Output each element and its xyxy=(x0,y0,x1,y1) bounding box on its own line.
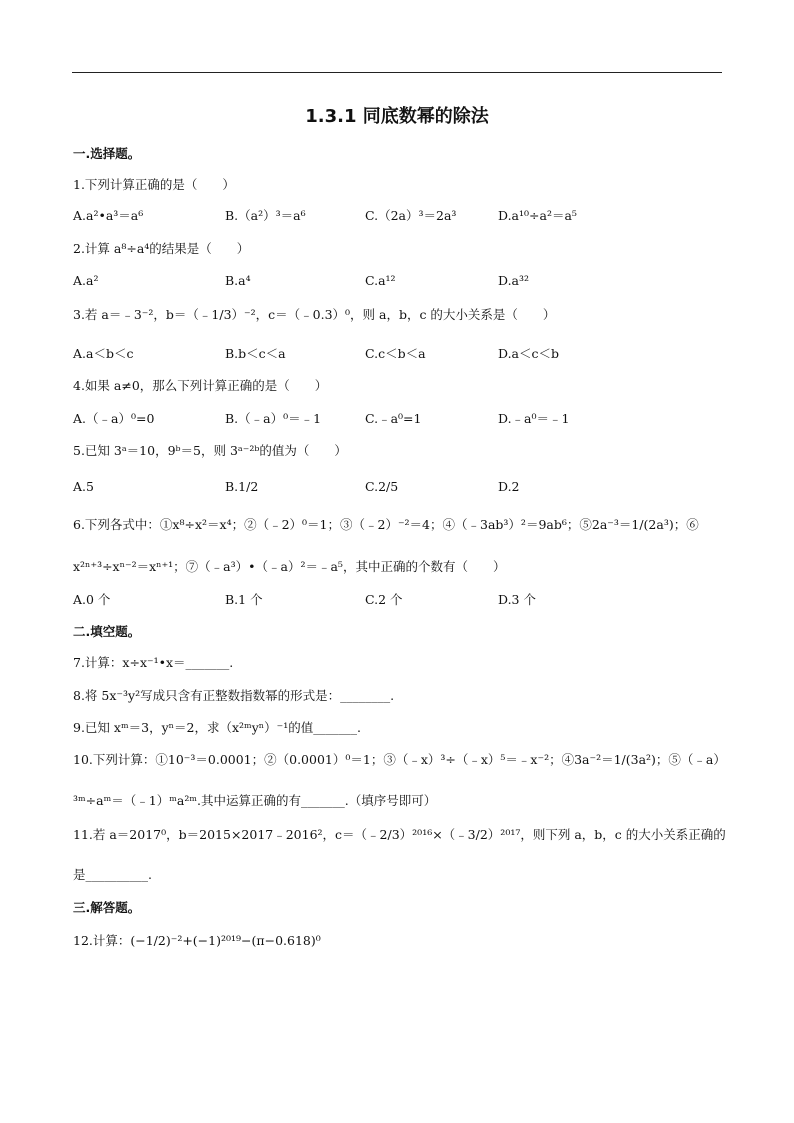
option-d: D.a³² xyxy=(498,273,530,288)
option-a: A.0 个 xyxy=(73,592,111,607)
option-c: C.（2a）³＝2a³ xyxy=(365,208,457,223)
question-6-stem-line1: 6.下列各式中：①x⁸÷x²＝x⁴；②（﹣2）⁰＝1；③（﹣2）⁻²＝4；④（﹣3ab³）²＝9ab⁶；⑤2a⁻³＝1/(2a³)；⑥ xyxy=(73,517,699,532)
question-1-stem: 1.下列计算正确的是（ ） xyxy=(73,177,235,192)
option-b: B.（a²）³＝a⁶ xyxy=(225,208,306,223)
question-4-stem: 4.如果 a≠0，那么下列计算正确的是（ ） xyxy=(73,378,328,393)
option-b: B.b＜c＜a xyxy=(225,346,286,361)
question-2-stem: 2.计算 a⁸÷a⁴的结果是（ ） xyxy=(73,241,250,256)
question-6-stem-line2: x²ⁿ⁺³÷xⁿ⁻²＝xⁿ⁺¹；⑦（﹣a³）•（﹣a）²＝﹣a⁵，其中正确的个数有（ ） xyxy=(73,559,506,574)
section-heading-choice: 一.选择题。 xyxy=(73,146,141,161)
question-10-line1: 10.下列计算：①10⁻³＝0.0001；②（0.0001）⁰＝1；③（﹣x）³÷（﹣x）⁵＝﹣x⁻²；④3a⁻²＝1/(3a²)；⑤（﹣a） xyxy=(73,752,726,767)
option-a: A.（﹣a）⁰=0 xyxy=(73,411,155,426)
option-b: B.a⁴ xyxy=(225,273,251,288)
option-b: B.（﹣a）⁰＝﹣1 xyxy=(225,411,322,426)
option-c: C.2/5 xyxy=(365,479,399,494)
option-d: D.a¹⁰÷a²＝a⁵ xyxy=(498,208,577,223)
option-a: A.a＜b＜c xyxy=(73,346,134,361)
option-b: B.1 个 xyxy=(225,592,263,607)
option-c: C.a¹² xyxy=(365,273,396,288)
section-heading-fill: 二.填空题。 xyxy=(73,624,141,639)
option-b: B.1/2 xyxy=(225,479,259,494)
option-d: D.3 个 xyxy=(498,592,536,607)
question-9: 9.已知 xᵐ＝3，yⁿ＝2，求（x²ᵐyⁿ）⁻¹的值_______. xyxy=(73,720,362,735)
page-title: 1.3.1 同底数幂的除法 xyxy=(305,106,489,127)
question-7: 7.计算：x÷x⁻¹•x＝_______. xyxy=(73,655,234,670)
option-c: C.2 个 xyxy=(365,592,403,607)
header-rule xyxy=(72,72,722,73)
question-5-stem: 5.已知 3ᵃ＝10，9ᵇ＝5，则 3ᵃ⁻²ᵇ的值为（ ） xyxy=(73,443,347,458)
option-d: D.2 xyxy=(498,479,520,494)
question-8: 8.将 5x⁻³y²写成只含有正整数指数幂的形式是：________. xyxy=(73,688,395,703)
option-c: C.﹣a⁰=1 xyxy=(365,411,422,426)
question-10-line2: ³ᵐ÷aᵐ＝（﹣1）ᵐa²ᵐ.其中运算正确的有_______.（填序号即可） xyxy=(73,793,437,808)
question-3-stem: 3.若 a＝﹣3⁻²，b＝（﹣1/3）⁻²，c＝（﹣0.3）⁰，则 a，b，c 的大小关系是（ ） xyxy=(73,307,556,322)
option-a: A.a²•a³＝a⁶ xyxy=(73,208,144,223)
option-a: A.a² xyxy=(73,273,99,288)
question-11-line1: 11.若 a＝2017⁰，b＝2015×2017﹣2016²，c＝（﹣2/3）²⁰¹⁶×（﹣3/2）²⁰¹⁷，则下列 a，b，c 的大小关系正确的 xyxy=(73,827,726,842)
question-11-line2: 是__________. xyxy=(73,867,152,882)
question-12: 12.计算：(−1/2)⁻²+(−1)²⁰¹⁹−(π−0.618)⁰ xyxy=(73,933,321,948)
option-a: A.5 xyxy=(73,479,94,494)
section-heading-answer: 三.解答题。 xyxy=(73,900,141,915)
option-d: D.﹣a⁰＝﹣1 xyxy=(498,411,570,426)
option-d: D.a＜c＜b xyxy=(498,346,560,361)
option-c: C.c＜b＜a xyxy=(365,346,426,361)
